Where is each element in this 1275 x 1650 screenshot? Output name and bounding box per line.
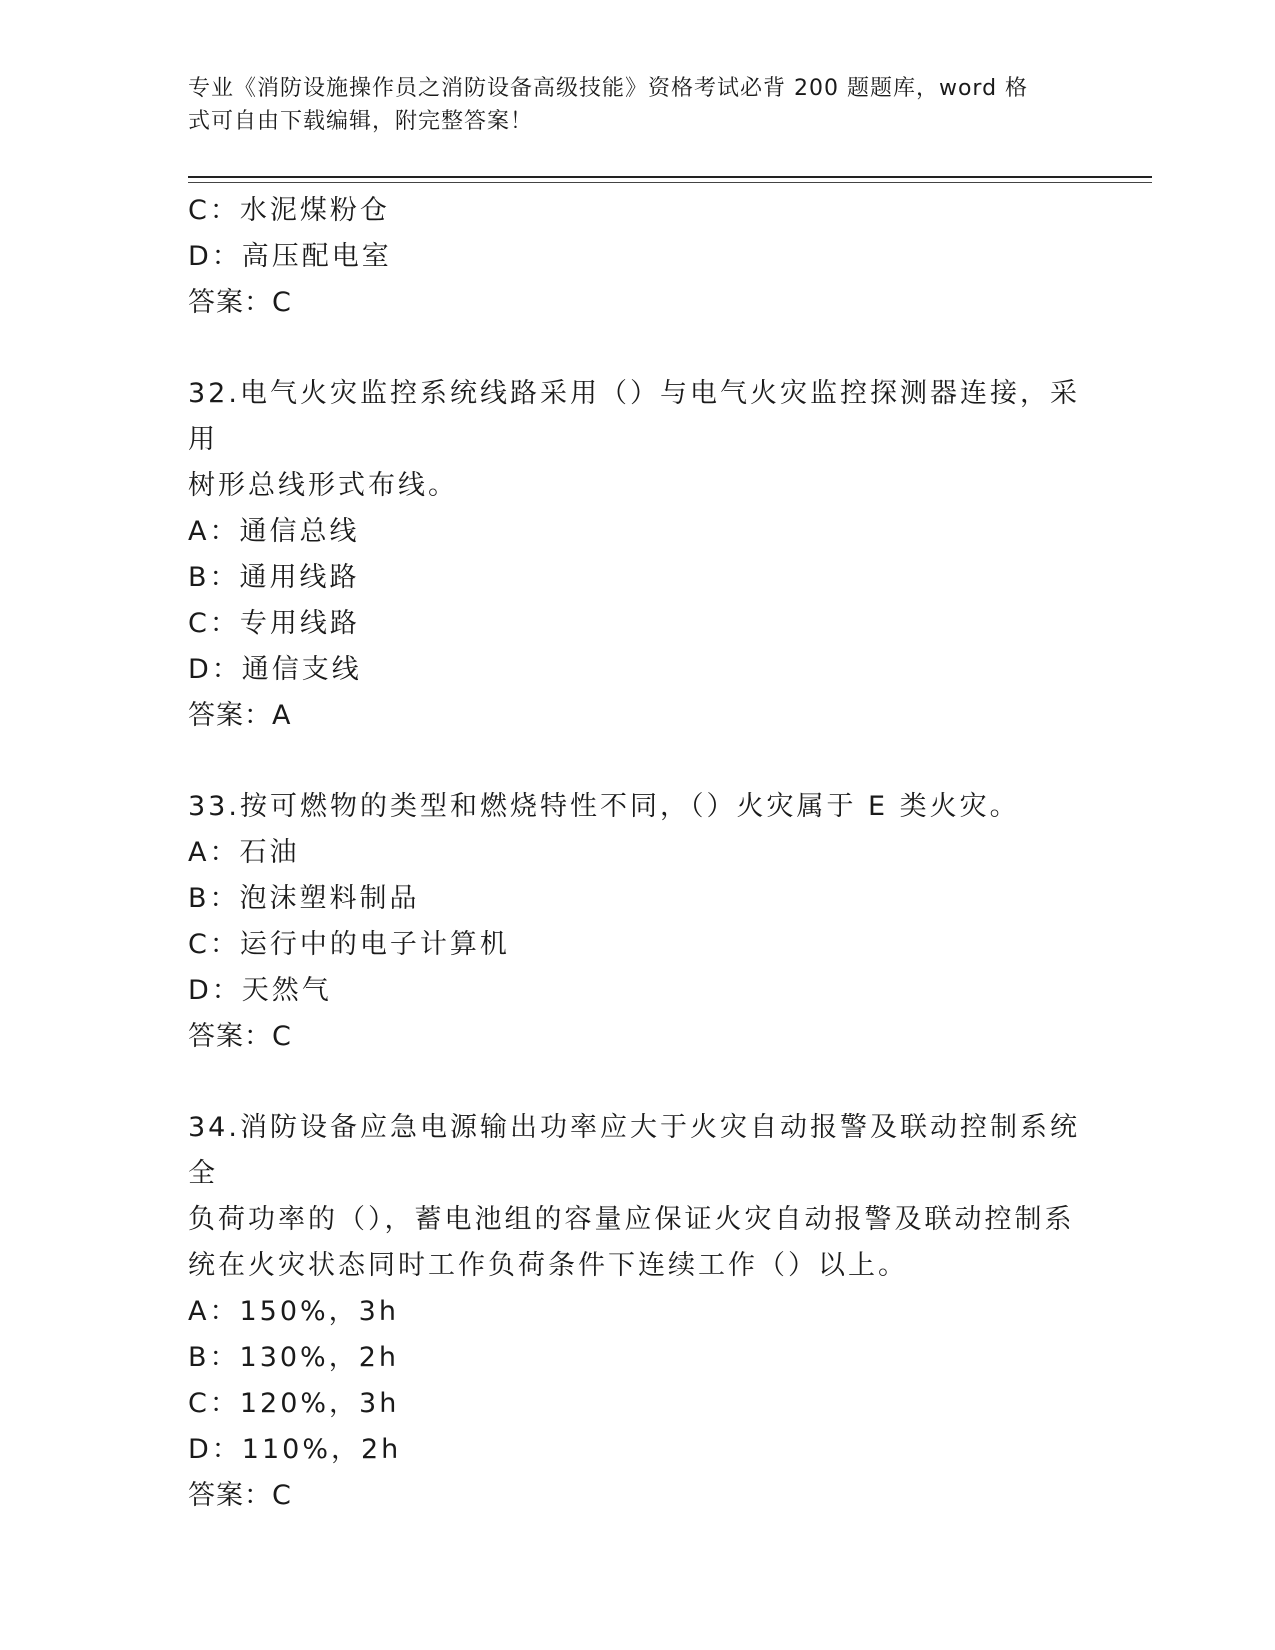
- option-b: B：130%，2h: [188, 1342, 400, 1373]
- option-a: A：150%，3h: [188, 1296, 399, 1327]
- question-33: [188, 784, 1088, 1060]
- question-stem-line: 负荷功率的（），蓄电池组的容量应保证火灾自动报警及联动控制系: [188, 1204, 1075, 1235]
- option-c: C：120%，3h: [188, 1388, 400, 1419]
- question-32: [188, 371, 1088, 739]
- option-c: C：运行中的电子计算机: [188, 929, 510, 960]
- option-b: B：通用线路: [188, 562, 360, 593]
- option-d: D：高压配电室: [188, 241, 392, 272]
- answer: 答案：C: [188, 1480, 292, 1511]
- option-a: A：通信总线: [188, 516, 360, 547]
- spacer: [188, 739, 1088, 784]
- question-list: [188, 188, 1088, 1519]
- option-d: D：天然气: [188, 975, 332, 1006]
- question-31-tail: [188, 188, 1088, 326]
- answer: 答案：C: [188, 1021, 292, 1052]
- question-34: [188, 1105, 1088, 1519]
- header-divider-thin: [188, 182, 1152, 183]
- question-stem-line: 32.电气火灾监控系统线路采用（）与电气火灾监控探测器连接，采用: [188, 378, 1080, 455]
- answer: 答案：C: [188, 287, 292, 318]
- question-stem-line: 统在火灾状态同时工作负荷条件下连续工作（）以上。: [188, 1250, 908, 1281]
- option-c: C：专用线路: [188, 608, 360, 639]
- header-line-2: 式可自由下载编辑，附完整答案！: [188, 109, 534, 134]
- spacer: [188, 326, 1088, 371]
- page-header: [188, 72, 1068, 138]
- option-d: D：通信支线: [188, 654, 362, 685]
- question-stem-line: 34.消防设备应急电源输出功率应大于火灾自动报警及联动控制系统全: [188, 1112, 1080, 1189]
- answer: 答案：A: [188, 700, 292, 731]
- option-a: A：石油: [188, 837, 300, 868]
- option-b: B：泡沫塑料制品: [188, 883, 420, 914]
- option-c: C：水泥煤粉仓: [188, 195, 390, 226]
- header-divider-thick: [188, 176, 1152, 178]
- spacer: [188, 1060, 1088, 1105]
- option-d: D：110%，2h: [188, 1434, 402, 1465]
- question-stem-line: 33.按可燃物的类型和燃烧特性不同，（）火灾属于 E 类火灾。: [188, 791, 1020, 822]
- question-stem-line: 树形总线形式布线。: [188, 470, 458, 501]
- header-line-1: 专业《消防设施操作员之消防设备高级技能》资格考试必背 200 题题库，word 格: [188, 76, 1029, 101]
